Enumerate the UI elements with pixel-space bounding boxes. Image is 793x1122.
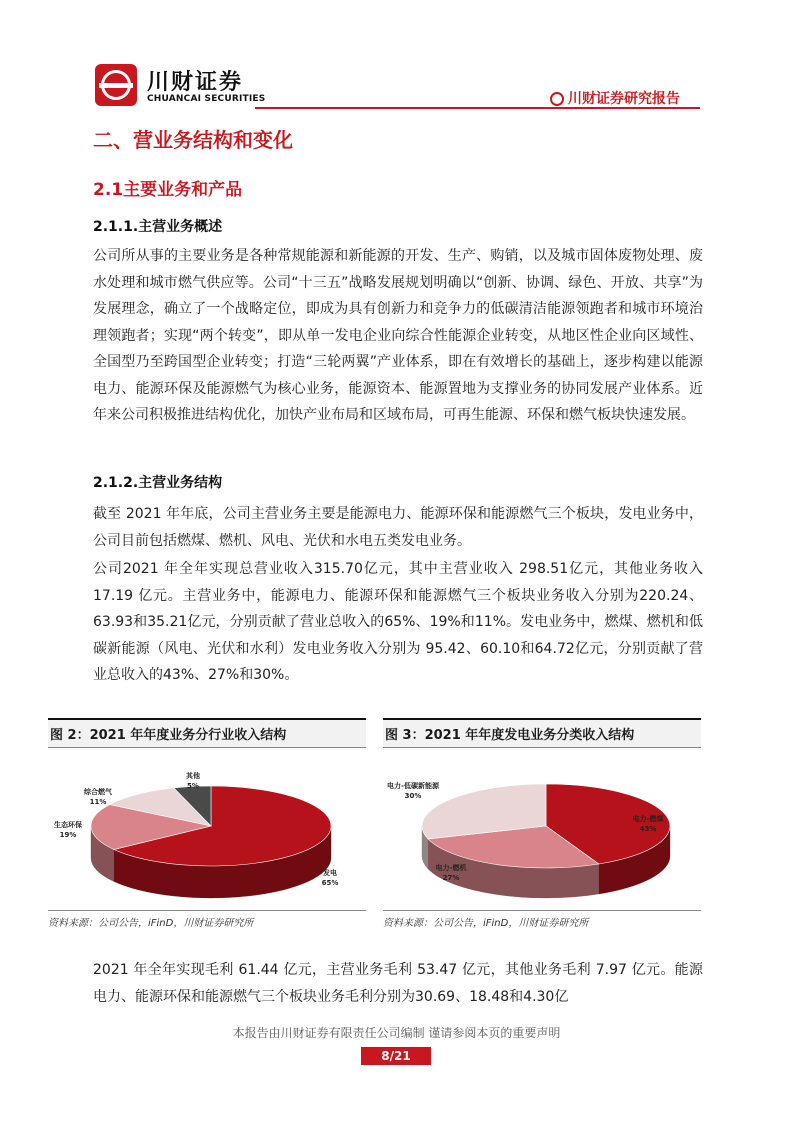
footer-disclaimer: 本报告由川财证券有限责任公司编制 谨请参阅本页的重要声明 (232, 1026, 561, 1040)
figure-title: 图 2：2021 年年度业务分行业收入结构 (48, 718, 366, 748)
margin-paragraph: 2021 年全年实现毛利 61.44 亿元，主营业务毛利 53.47 亿元，其他业务毛利 7.97 亿元。能源电力、能源环保和能源燃气三个板块业务毛利分别为30.69、18.48和4.30亿 (93, 962, 703, 1005)
figure-2 (48, 718, 366, 929)
sub-heading-structure: 2.1.2.主营业务结构 (93, 475, 223, 491)
pie-label-name: 电力-低碳新能源 (387, 782, 439, 790)
pie-label-value: 65% (321, 879, 339, 887)
company-name-en: CHUANCAI SECURITIES (147, 94, 266, 104)
pie-label-value: 19% (59, 831, 77, 839)
pie-chart-industry (48, 748, 366, 906)
figure-source: 资料来源：公司公告，iFinD，川财证券研究所 (383, 910, 701, 929)
pie-label-value: 43% (639, 825, 657, 833)
figure-source: 资料来源：公司公告，iFinD，川财证券研究所 (48, 910, 366, 929)
pie-label-name: 综合燃气 (84, 788, 112, 796)
section-title: 二、营业务结构和变化 (93, 128, 293, 152)
sub-heading-overview: 2.1.1.主营业务概述 (93, 219, 223, 235)
pie-label-value: 11% (89, 798, 107, 806)
page-number: 8/21 (361, 1047, 431, 1065)
pie-label-value: 5% (187, 782, 199, 790)
pie-label-name: 生态环保 (54, 821, 82, 829)
pie-label-name: 电力-燃机 (435, 864, 467, 872)
brand-mark-icon (550, 92, 564, 106)
header-divider (255, 107, 700, 109)
report-label: 川财证券研究报告 (550, 88, 680, 108)
pie-label-value: 27% (442, 874, 460, 882)
structure-paragraph-1: 截至 2021 年年底，公司主营业务主要是能源电力、能源环保和能源燃气三个板块，发电业务中，公司目前包括燃煤、燃机、风电、光伏和水电五类发电业务。 (93, 506, 703, 549)
pie-label-name: 电力-燃煤 (632, 815, 664, 823)
logo-icon (95, 64, 137, 106)
pie-chart-power (383, 748, 701, 906)
overview-paragraph: 公司所从事的主要业务是各种常规能源和新能源的开发、生产、购销，以及城市固体废物处理、废水处理和城市燃气供应等。公司“十三五”战略发展规划明确以“创新、协调、绿色、开放、共享”为发展理念，确立了一个战略定位，即成为具有创新力和竞争力的低碳清洁能源领跑者和城市环境治理领跑者；实现“两个转变”，即从单一发电企业向综合性能源企业转变，从地区性企业向区域性、全国型乃至跨国型企业转变；打造“三轮两翼”产业体系，即在有效增长的基础上，逐步构建以能源电力、能源环保及能源燃气为核心业务，能源资本、能源置地为支撑业务的协同发展产业体系。近年来公司积极推进结构优化，加快产业布局和区域布局，可再生能源、环保和燃气板块快速发展。 (93, 248, 703, 423)
figure-title: 图 3：2021 年年度发电业务分类收入结构 (383, 718, 701, 748)
figure-3 (383, 718, 701, 929)
company-name-cn: 川财证券 (147, 70, 244, 95)
pie-label-name: 其他 (186, 772, 200, 780)
pie-label-name: 发电 (323, 869, 337, 877)
structure-paragraph-2: 公司2021 年全年实现总营业收入315.70亿元，其中主营业收入 298.51亿元，其他业务收入 17.19 亿元。主营业务中，能源电力、能源环保和能源燃气三个板块业务收入分别为220.24、63.93和35.21亿元，分别贡献了营业总收入的65%、19%和11%。发电业务中，燃煤、燃机和低碳新能源（风电、光伏和水利）发电业务收入分别为 95.42、60.10和64.72亿元，分别贡献了营业总收入的43%、27%和30%。 (93, 561, 703, 683)
pie-label-value: 30% (404, 792, 422, 800)
subsection-title: 2.1主要业务和产品 (93, 180, 243, 200)
